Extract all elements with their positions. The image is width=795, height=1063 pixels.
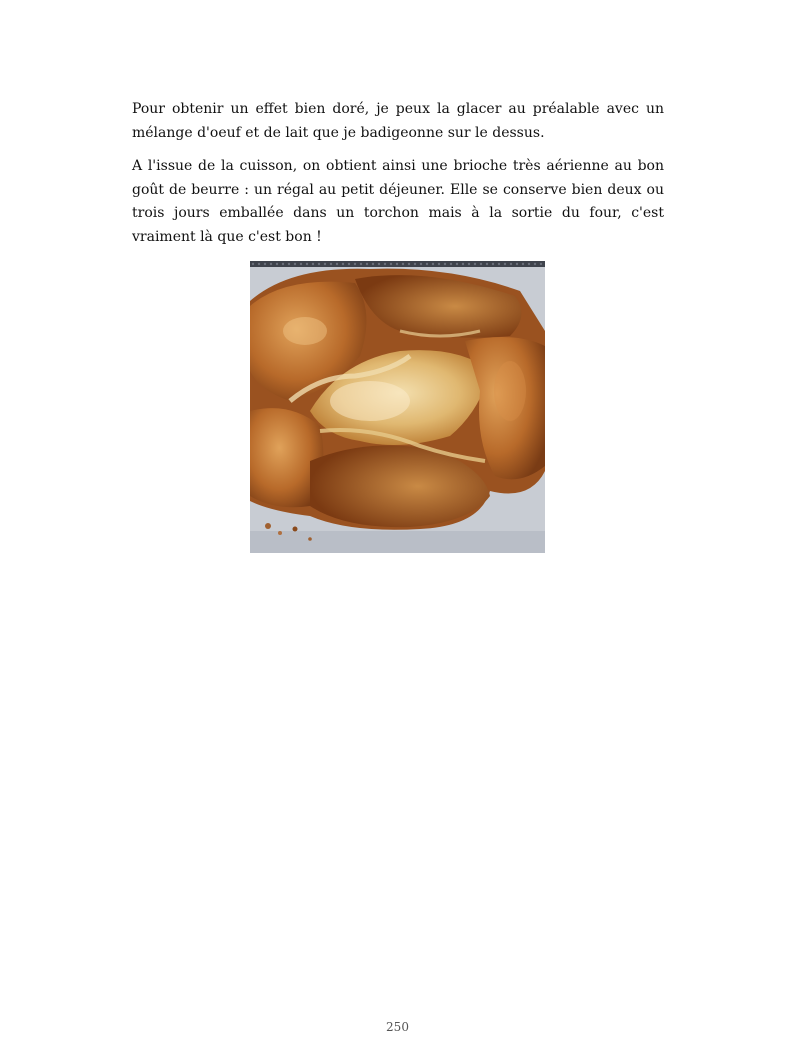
brioche-illustration xyxy=(250,261,545,553)
page-number: 250 xyxy=(386,1020,409,1034)
paragraph: Pour obtenir un effet bien doré, je peux la glacer au préalable avec un mélange d'oeuf et de lait que je badigeonne sur le dessus. xyxy=(132,101,664,141)
body-text xyxy=(132,98,664,259)
brioche-photo xyxy=(250,261,545,553)
paragraph: A l'issue de la cuisson, on obtient ainsi une brioche très aérienne au bon goût de beurre : un régal au petit déjeuner. Elle se conserve bien deux ou trois jours emballée dans un torchon mais à la sortie du four, c'est vraiment là que c'est bon ! xyxy=(132,158,664,245)
